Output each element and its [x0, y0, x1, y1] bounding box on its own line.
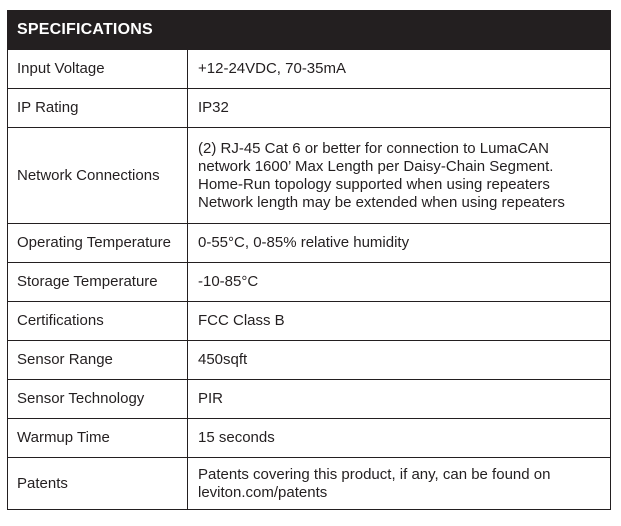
spec-value [188, 380, 610, 418]
spec-label: Input Voltage [8, 50, 188, 88]
spec-value [188, 458, 610, 509]
spec-label: Network Connections [8, 128, 188, 223]
spec-row-certifications [8, 301, 610, 340]
spec-value [188, 224, 610, 262]
spec-label: Operating Temperature [8, 224, 188, 262]
spec-value-line: IP32 [198, 99, 229, 116]
spec-value-line: Patents covering this product, if any, can be found on [198, 465, 551, 483]
spec-label: Sensor Technology [8, 380, 188, 418]
spec-value [188, 419, 610, 457]
spec-label: IP Rating [8, 89, 188, 127]
spec-value-line: leviton.com/patents [198, 483, 328, 501]
spec-value-line: 0-55°C, 0-85% relative humidity [198, 234, 410, 251]
spec-value-line: -10-85°C [198, 273, 259, 290]
spec-value-line: +12-24VDC, 70-35mA [198, 60, 346, 77]
spec-value [188, 263, 610, 301]
spec-value [188, 89, 610, 127]
spec-row-operating-temperature [8, 223, 610, 262]
spec-label: Warmup Time [8, 419, 188, 457]
spec-value [188, 302, 610, 340]
spec-label: Patents [8, 458, 188, 509]
spec-row-network-connections [8, 127, 610, 223]
spec-value-line: Home-Run topology supported when using repeaters [198, 175, 550, 193]
spec-row-storage-temperature [8, 262, 610, 301]
spec-value [188, 50, 610, 88]
specifications-table [7, 10, 611, 510]
specifications-header: SPECIFICATIONS [8, 11, 610, 49]
spec-value-line: 450sqft [198, 351, 248, 368]
spec-value-line: network 1600’ Max Length per Daisy-Chain Segment. [198, 157, 554, 175]
spec-row-input-voltage [8, 49, 610, 88]
spec-value [188, 128, 610, 223]
spec-value [188, 341, 610, 379]
spec-value-line: (2) RJ-45 Cat 6 or better for connection to LumaCAN [198, 139, 549, 157]
spec-row-sensor-range [8, 340, 610, 379]
spec-row-ip-rating [8, 88, 610, 127]
spec-value-line: 15 seconds [198, 429, 275, 446]
spec-label: Storage Temperature [8, 263, 188, 301]
spec-value-line: Network length may be extended when using repeaters [198, 193, 565, 211]
spec-label: Certifications [8, 302, 188, 340]
spec-label: Sensor Range [8, 341, 188, 379]
spec-value-line: PIR [198, 390, 224, 407]
spec-row-warmup-time [8, 418, 610, 457]
spec-row-patents [8, 457, 610, 509]
spec-row-sensor-technology [8, 379, 610, 418]
spec-value-line: FCC Class B [198, 312, 285, 329]
